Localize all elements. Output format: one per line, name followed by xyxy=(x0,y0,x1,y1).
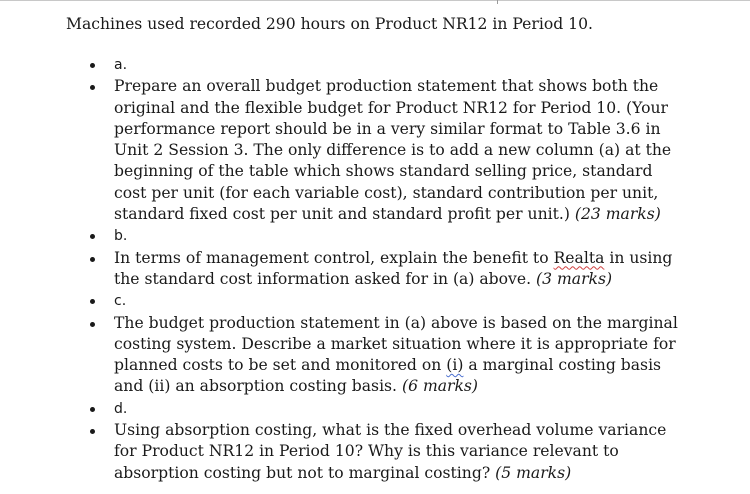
item-letter: d. xyxy=(114,400,128,417)
marks-label: (3 marks) xyxy=(536,269,613,288)
marks-label: (5 marks) xyxy=(495,463,572,482)
marks-label: (6 marks) xyxy=(401,377,479,396)
question-text-after: a marginal costing basis and (ii) an absorption costing basis. xyxy=(114,356,662,396)
item-letter: a. xyxy=(114,57,128,73)
intro-sentence: Machines used recorded 290 hours on Product NR12 in Period 10. xyxy=(66,15,593,33)
cursor-marker xyxy=(497,0,498,4)
list-item-question-c xyxy=(0,313,750,398)
question-text-before: The budget production statement in (a) above is based on the marginal costing system. Describe a market situation where it is appropriate for planned costs to be set and monitored on xyxy=(114,313,678,375)
question-text: Prepare an overall budget production statement that shows both the original and the flexible budget for Product NR12 for Period 10. (Your performance report should be in a very similar format to Table 3.6 in Unit 2 Session 3. The only difference is to add a new column (a) at the beginning of the table which shows standard selling price, standard cost per unit (for each variable cost), standard contribution per unit, standard fixed cost per unit and standard profit per unit.) xyxy=(114,77,672,224)
page-top-border xyxy=(0,0,750,1)
list-item-question-b xyxy=(0,248,750,291)
item-letter: b. xyxy=(114,228,128,245)
item-letter: c. xyxy=(114,293,127,310)
marks-label: (23 marks) xyxy=(574,205,661,224)
grammar-flagged-text[interactable]: (i) xyxy=(446,356,464,375)
list-item-letter-a xyxy=(0,54,750,76)
list-item-letter-d xyxy=(0,398,750,420)
question-text-before: In terms of management control, explain the benefit to xyxy=(114,248,554,267)
list-item-letter-c xyxy=(0,290,750,312)
question-list xyxy=(0,54,750,484)
question-text: Using absorption costing, what is the fixed overhead volume variance for Product NR12 in Period 10? Why is this variance relevant to absorption costing but not to marginal costing? xyxy=(114,421,667,482)
list-item-letter-b xyxy=(0,225,750,247)
spellcheck-flagged-word[interactable]: Realta xyxy=(553,248,605,267)
question-text-after: in using the standard cost information asked for in (a) above. xyxy=(114,248,673,288)
list-item-question-d xyxy=(0,420,750,484)
list-item-question-a xyxy=(0,76,750,225)
